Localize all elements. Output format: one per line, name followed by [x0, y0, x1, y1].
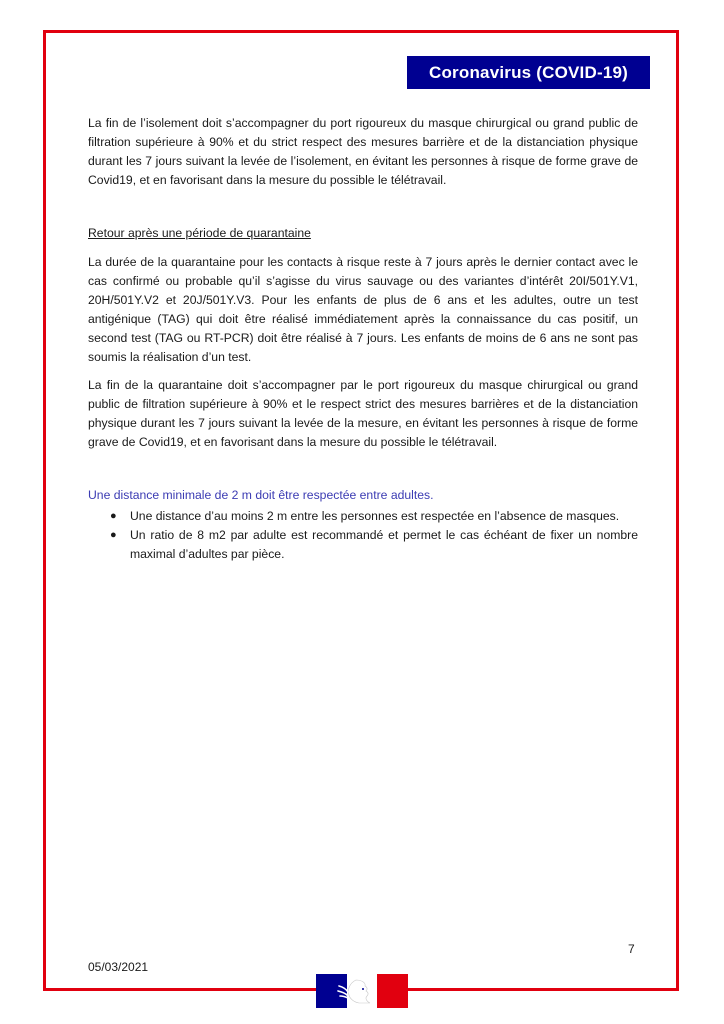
- distance-bullet-list: [88, 507, 638, 564]
- marianne-logo-icon: [316, 974, 408, 1008]
- document-header-banner: Coronavirus (COVID-19): [407, 56, 650, 89]
- paragraph-isolation-end: La fin de l’isolement doit s’accompagner du port rigoureux du masque chirurgical ou grand public de filtration supérieure à 90% et du strict respect des mesures barrière et de la distanciation physique durant les 7 jours suivant la levée de l’isolement, en évitant les personnes à risque de forme grave de Covid19, et en favorisant dans la mesure du possible le télétravail.: [88, 116, 638, 187]
- distance-heading: Une distance minimale de 2 m doit être respectée entre adultes.: [88, 488, 434, 502]
- document-body: [88, 114, 638, 564]
- section-heading-quarantine: Retour après une période de quarantaine: [88, 226, 311, 240]
- list-item-text: Un ratio de 8 m2 par adulte est recommandé et permet le cas échéant de fixer un nombre maximal d’adultes par pièce.: [130, 528, 638, 561]
- paragraph-quarantine-duration: La durée de la quarantaine pour les contacts à risque reste à 7 jours après le dernier contact avec le cas confirmé ou probable qu’il s’agisse du virus sauvage ou des variantes d’intérêt 20I/501Y.V1, 20H/501Y.V2 et 20J/501Y.V3. Pour les enfants de plus de 6 ans et les adultes, outre un test antigénique (TAG) qui doit être réalisé immédiatement après la connaissance du cas positif, un second test (TAG ou RT-PCR) doit être réalisé à 7 jours. Les enfants de moins de 6 ans ne sont pas soumis la réalisation d’un test.: [88, 255, 638, 364]
- list-item: [88, 507, 638, 526]
- paragraph-quarantine-end: La fin de la quarantaine doit s’accompagner par le port rigoureux du masque chirurgical ou grand public de filtration supérieure à 90% et le respect strict des mesures barrières et de la distanciation physique durant les 7 jours suivant la levée de la mesure, en évitant les personnes à risque de forme grave de Covid19, et en favorisant dans la mesure du possible le télétravail.: [88, 378, 638, 449]
- document-date: 05/03/2021: [88, 960, 149, 974]
- bullet-icon: ●: [110, 529, 117, 541]
- list-item: [88, 526, 638, 564]
- page-number: 7: [628, 942, 635, 956]
- bullet-icon: ●: [110, 510, 117, 522]
- list-item-text: Une distance d’au moins 2 m entre les personnes est respectée en l’absence de masques.: [130, 509, 620, 523]
